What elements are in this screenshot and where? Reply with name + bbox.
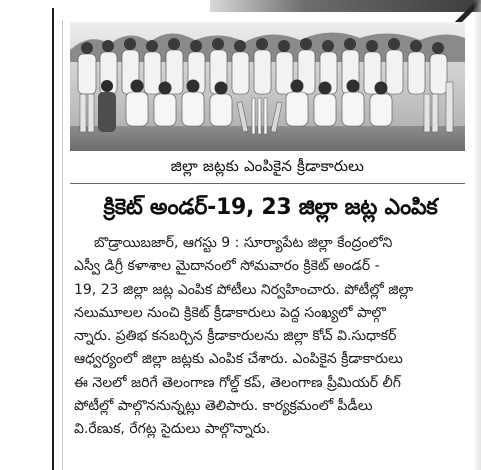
body-line: ఈ నెలలో జరిగే తెలంగాణ గోల్డ్ కప్, తెలంగాణ ప్రీమియర్ లీగ్: [74, 374, 401, 391]
article-body: [74, 232, 472, 442]
column-rule: [52, 8, 54, 470]
body-line: వి.రేణుక, రేగట్ల సైదులు పాల్గొన్నారు.: [74, 421, 271, 438]
previous-article-edge: [210, 0, 481, 12]
team-group-photo: [70, 22, 465, 151]
caption-divider: [70, 183, 465, 184]
body-line: బొడ్రాయిబజార్, ఆగస్టు 9 : సూర్యాపేట జిల్లా కేంద్రంలోని: [94, 235, 393, 251]
group-photo-icon: [70, 22, 465, 151]
page-edge-shadow: [473, 0, 481, 470]
body-line: నలుమూలల నుంచి క్రికెట్ క్రీడాకారులు పెద్ద సంఖ్యలో పాల్గొ: [74, 304, 386, 321]
column-rule-light: [62, 20, 63, 470]
article-headline: క్రికెట్ అండర్-19, 23 జిల్లా జట్ల ఎంపిక: [103, 195, 438, 220]
body-line: ఎస్వీ డిగ్రీ కళాశాల మైదానంలో సోమవారం క్రికెట్ అండర్ -: [74, 258, 380, 275]
body-line: న్నారు. ప్రతిభ కనబర్చిన క్రీడాకారులను జిల్లా కోచ్ వి.సుధాకర్: [74, 328, 397, 345]
photo-caption: జిల్లా జట్లకు ఎంపికైన క్రీడాకారులు: [170, 157, 365, 175]
body-line: 19, 23 జిల్లా జట్ల ఎంపిక పోటీలు నిర్వహించారు. పోటీల్లో జిల్లా: [74, 281, 414, 298]
body-line: పోటీల్లో పాల్గొననున్నట్లు తెలిపారు. కార్యక్రమంలో పీడీలు: [74, 398, 373, 415]
body-line: ఆధ్వర్యంలో జిల్లా జట్లకు ఎంపిక చేశారు. ఎంపికైన క్రీడాకారులు: [74, 351, 403, 368]
